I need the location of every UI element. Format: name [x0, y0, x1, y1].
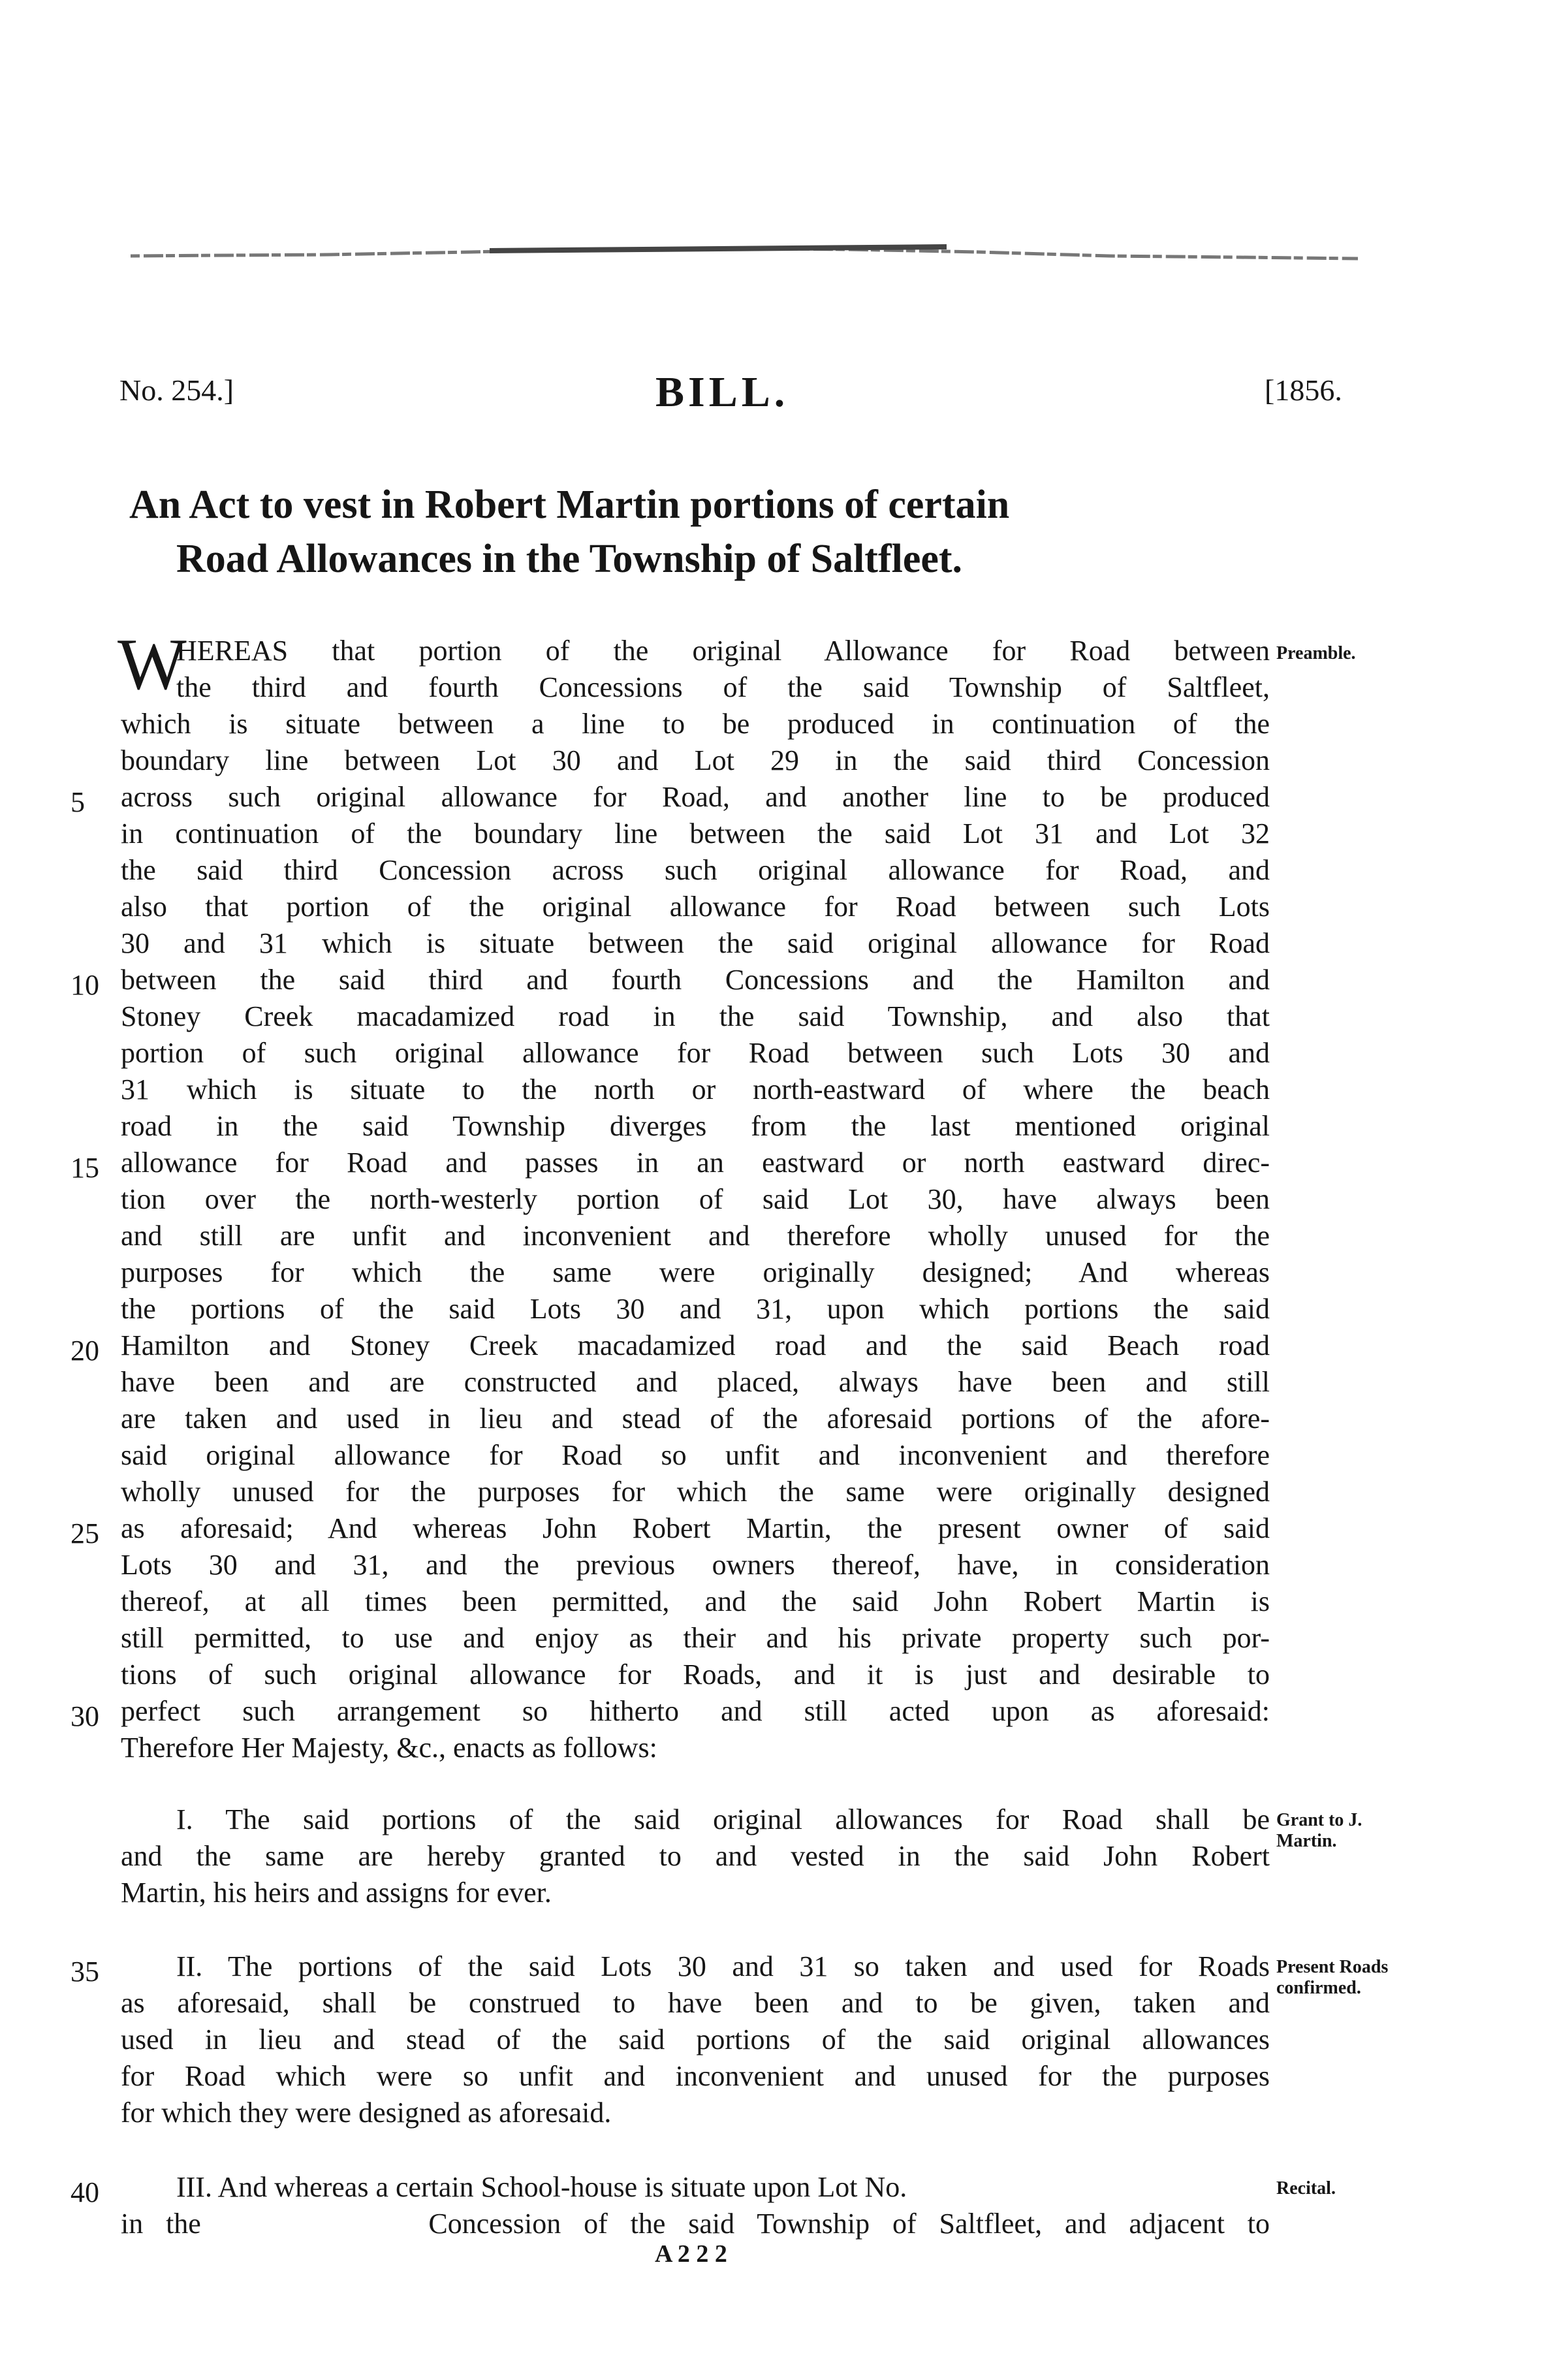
body-line: as aforesaid; And whereas John Robert Martin, the present owner of said — [121, 1512, 1270, 1544]
line-number: 35 — [71, 1956, 99, 1988]
line-number: 30 — [71, 1700, 99, 1732]
body-line: HEREAS that portion of the original Allowance for Road between — [176, 635, 1270, 667]
body-line: and still are unfit and inconvenient and therefore wholly unused for the — [121, 1220, 1270, 1252]
margin-note-grant — [1276, 1810, 1362, 1852]
body-line: perfect such arrangement so hitherto and still acted upon as aforesaid: — [121, 1695, 1270, 1727]
section-2-line: for Road which were so unfit and inconvenient and unused for the purposes — [121, 2060, 1270, 2092]
body-line: said original allowance for Road so unfit and inconvenient and therefore — [121, 1439, 1270, 1471]
body-line: tions of such original allowance for Roads, and it is just and desirable to — [121, 1658, 1270, 1690]
body-line: the portions of the said Lots 30 and 31, upon which portions the said — [121, 1293, 1270, 1325]
margin-note-line: Martin. — [1276, 1831, 1337, 1852]
signature-mark: A 2 2 2 — [655, 2240, 727, 2268]
bill-year: [1856. — [1265, 373, 1342, 407]
line-number: 15 — [71, 1152, 99, 1184]
act-title-line: An Act to vest in Robert Martin portions of certain — [129, 483, 1010, 527]
drop-cap: W — [118, 624, 187, 705]
act-title-line: Road Allowances in the Township of Saltfleet. — [176, 537, 963, 581]
margin-note-preamble: Preamble. — [1276, 643, 1356, 663]
scan-noise-line — [131, 243, 1358, 266]
bill-number: No. 254.] — [119, 373, 234, 407]
body-line: 31 which is situate to the north or north-eastward of where the beach — [121, 1073, 1270, 1105]
body-line: in continuation of the boundary line between the said Lot 31 and Lot 32 — [121, 817, 1270, 849]
section-3-line: III. And whereas a certain School-house is situate upon Lot No. — [176, 2171, 907, 2203]
body-line: boundary line between Lot 30 and Lot 29 in the said third Concession — [121, 744, 1270, 776]
body-line: thereof, at all times been permitted, and the said John Robert Martin is — [121, 1585, 1270, 1617]
section-2-line: for which they were designed as aforesaid. — [121, 2097, 612, 2129]
body-line: 30 and 31 which is situate between the said original allowance for Road — [121, 927, 1270, 959]
margin-note-line: Present Roads — [1276, 1957, 1389, 1977]
margin-note-recital: Recital. — [1276, 2178, 1336, 2198]
body-line: which is situate between a line to be produced in continuation of the — [121, 708, 1270, 740]
line-number: 40 — [71, 2176, 99, 2208]
section-1-line: Martin, his heirs and assigns for ever. — [121, 1877, 552, 1909]
margin-note-line: Grant to J. — [1276, 1810, 1362, 1830]
margin-note-present-roads — [1276, 1957, 1388, 1999]
body-line: across such original allowance for Road, and another line to be produced — [121, 781, 1270, 813]
line-number: 25 — [71, 1517, 99, 1549]
section-3-line: in the Concession of the said Township of Saltfleet, and adjacent to — [121, 2208, 1270, 2240]
section-1-line: I. The said portions of the said original allowances for Road shall be — [176, 1803, 1270, 1835]
line-number: 20 — [71, 1335, 99, 1367]
body-line: the said third Concession across such original allowance for Road, and — [121, 854, 1270, 886]
line-number: 10 — [71, 969, 99, 1001]
body-line: between the said third and fourth Concessions and the Hamilton and — [121, 964, 1270, 996]
section-2-line: II. The portions of the said Lots 30 and 31 so taken and used for Roads — [176, 1950, 1270, 1982]
body-line: purposes for which the same were originally designed; And whereas — [121, 1256, 1270, 1288]
body-line: also that portion of the original allowance for Road between such Lots — [121, 891, 1270, 923]
body-line: Hamilton and Stoney Creek macadamized road and the said Beach road — [121, 1329, 1270, 1361]
body-line: Therefore Her Majesty, &c., enacts as follows: — [121, 1732, 657, 1764]
bill-heading: BILL. — [655, 368, 789, 416]
body-line: tion over the north-westerly portion of said Lot 30, have always been — [121, 1183, 1270, 1215]
body-line: have been and are constructed and placed, always have been and still — [121, 1366, 1270, 1398]
section-2-line: used in lieu and stead of the said portions of the said original allowances — [121, 2023, 1270, 2055]
body-line: road in the said Township diverges from the last mentioned original — [121, 1110, 1270, 1142]
section-2-line: as aforesaid, shall be construed to have been and to be given, taken and — [121, 1987, 1270, 2019]
body-line: still permitted, to use and enjoy as their and his private property such por- — [121, 1622, 1270, 1654]
body-line: the third and fourth Concessions of the said Township of Saltfleet, — [176, 671, 1270, 703]
line-number: 5 — [71, 786, 85, 818]
body-line: are taken and used in lieu and stead of the aforesaid portions of the afore- — [121, 1403, 1270, 1435]
body-line: wholly unused for the purposes for which the same were originally designed — [121, 1476, 1270, 1508]
margin-note-line: confirmed. — [1276, 1978, 1361, 1999]
body-line: portion of such original allowance for Road between such Lots 30 and — [121, 1037, 1270, 1069]
section-1-line: and the same are hereby granted to and vested in the said John Robert — [121, 1840, 1270, 1872]
body-line: allowance for Road and passes in an eastward or north eastward direc- — [121, 1147, 1270, 1179]
body-line: Lots 30 and 31, and the previous owners thereof, have, in consideration — [121, 1549, 1270, 1581]
body-line: Stoney Creek macadamized road in the said Township, and also that — [121, 1000, 1270, 1032]
